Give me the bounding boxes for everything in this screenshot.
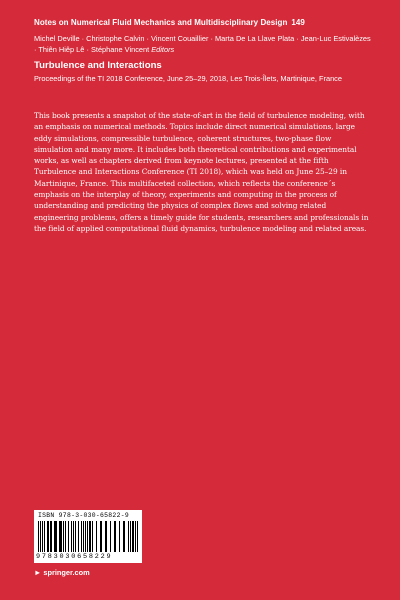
isbn-label: ISBN 978-3-030-65822-9: [38, 512, 129, 519]
barcode-bars: [38, 521, 138, 552]
barcode-bar: [83, 521, 84, 552]
barcode-bar: [75, 521, 76, 552]
barcode-bar: [38, 521, 39, 552]
barcode-digits: 9783030658229: [36, 553, 113, 561]
book-title: Turbulence and Interactions: [34, 60, 162, 71]
barcode-bar: [50, 521, 52, 552]
barcode-bar: [119, 521, 120, 552]
barcode-bar: [63, 521, 64, 552]
barcode-bar: [54, 521, 57, 552]
barcode-bar: [73, 521, 74, 552]
editor-names: Michel Deville · Christophe Calvin · Vincent Couaillier · Marta De La Llave Plata · Jean-Luc Estivalèzes · Thiên Hiêp Lê · Stéphane Vincent: [34, 34, 371, 54]
barcode-bar: [68, 521, 69, 552]
editors-role: Editors: [151, 44, 175, 54]
barcode-bar: [137, 521, 138, 552]
isbn-barcode: [34, 510, 142, 563]
barcode-bar: [47, 521, 49, 552]
book-description: This book presents a snapshot of the state-of-art in the field of turbulence modeling, with an emphasis on numerical methods. Topics include direct numerical simulations, large eddy simulations, compressible turbulence, coherent structures, two-phase flow simulation and many more. It includes both theoretical contributions and experimental works, as well as chapters derived from keynote lectures, presented at the fifth Turbulence and Interactions Conference (TI 2018), which was held on June 25–29 in Martinique, France. This multifaceted collection, which reflects the conference´s emphasis on the interplay of theory, experiments and computing in the process of understanding and predicting the physics of complex flows and solving related engineering problems, offers a timely guide for students, researchers and professionals in the field of applied computational fluid dynamics, turbulence modeling and related areas.: [34, 111, 369, 233]
barcode-bar: [132, 521, 134, 552]
barcode-bar: [130, 521, 131, 552]
barcode-bar: [92, 521, 93, 552]
arrow-icon: ►: [34, 568, 42, 577]
barcode-bar: [100, 521, 102, 552]
barcode-bar: [96, 521, 97, 552]
barcode-bar: [44, 521, 45, 552]
book-subtitle: Proceedings of the TI 2018 Conference, June 25–29, 2018, Les Trois-Îlets, Martinique, France: [34, 74, 342, 83]
barcode-bar: [87, 521, 88, 552]
barcode-bar: [123, 521, 125, 552]
series-name: Notes on Numerical Fluid Mechanics and Multidisciplinary Design: [34, 18, 288, 27]
barcode-bar: [42, 521, 43, 552]
barcode-bar: [85, 521, 86, 552]
publisher-website[interactable]: [34, 568, 90, 577]
barcode-bar: [114, 521, 116, 552]
series-volume: 149: [291, 18, 305, 27]
barcode-bar: [81, 521, 82, 552]
barcode-bar: [65, 521, 66, 552]
barcode-bar: [78, 521, 79, 552]
barcode-bar: [40, 521, 41, 552]
publisher-url: springer.com: [43, 568, 90, 577]
barcode-bar: [59, 521, 62, 552]
barcode-bar: [135, 521, 136, 552]
barcode-bar: [89, 521, 91, 552]
editors-line: [34, 34, 374, 55]
barcode-bar: [128, 521, 129, 552]
barcode-bar: [71, 521, 72, 552]
series-title: [34, 18, 305, 27]
barcode-bar: [105, 521, 107, 552]
barcode-bar: [110, 521, 111, 552]
